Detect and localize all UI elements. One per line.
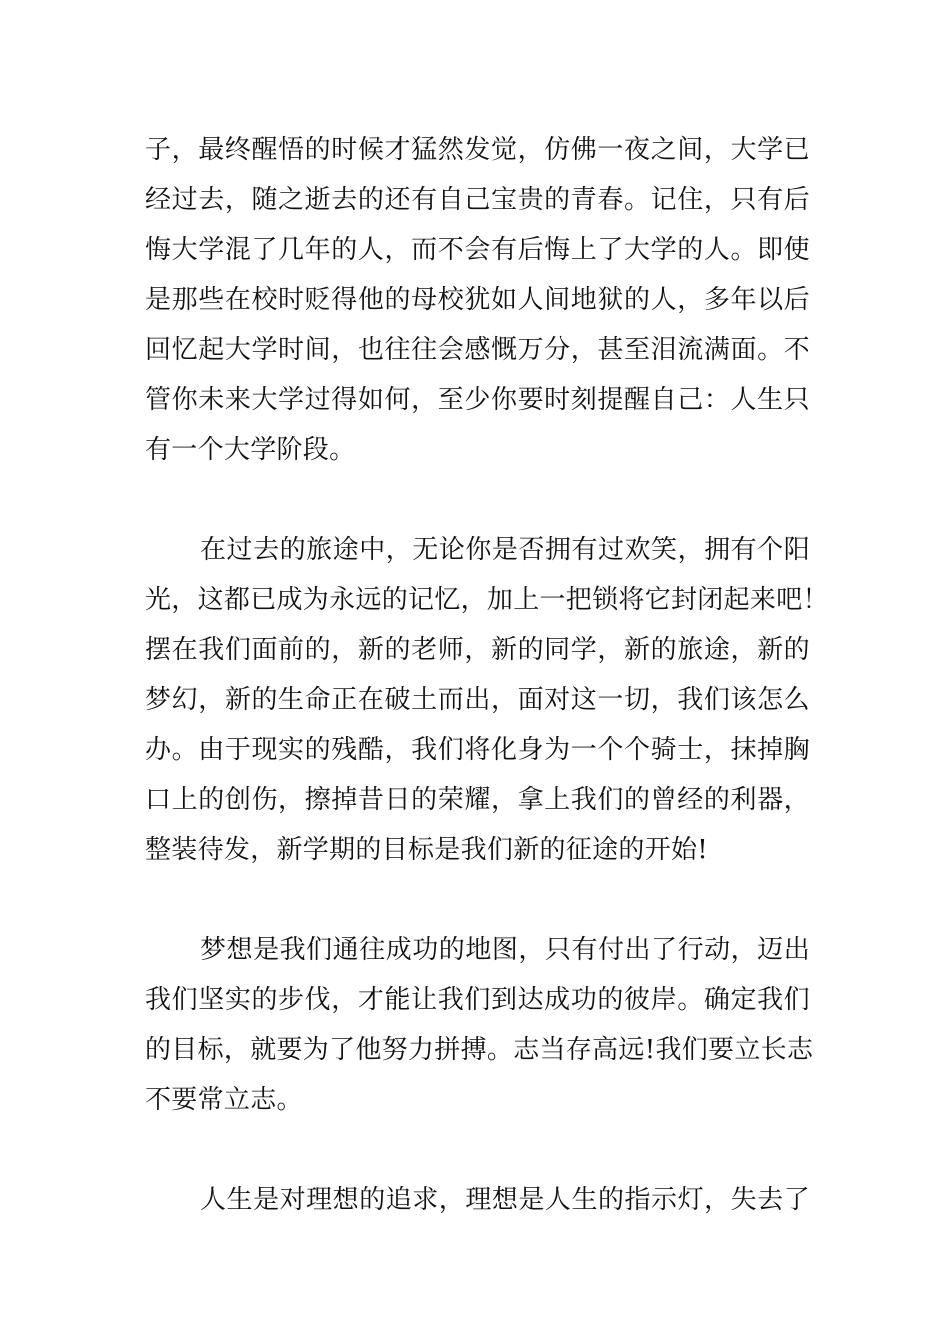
text-line: 悔大学混了几年的人，而不会有后悔上了大学的人。即使 <box>145 235 810 265</box>
text-line: 的目标，就要为了他努力拼搏。志当存高远!我们要立长志 <box>145 1035 814 1065</box>
text-line: 整装待发，新学期的目标是我们新的征途的开始! <box>145 835 709 865</box>
text-line: 口上的创伤，擦掉昔日的荣耀，拿上我们的曾经的利器， <box>145 785 810 815</box>
text-line: 有一个大学阶段。 <box>145 435 356 465</box>
text-line: 经过去，随之逝去的还有自己宝贵的青春。记住，只有后 <box>145 185 810 215</box>
text-line: 管你未来大学过得如何，至少你要时刻提醒自己：人生只 <box>145 385 810 415</box>
text-line: 梦想是我们通往成功的地图，只有付出了行动，迈出 <box>200 935 810 965</box>
text-line: 光，这都已成为永远的记忆，加上一把锁将它封闭起来吧！ <box>145 585 829 615</box>
text-line: 办。由于现实的残酷，我们将化身为一个个骑士，抹掉胸 <box>145 735 810 765</box>
text-line: 摆在我们面前的，新的老师，新的同学，新的旅途，新的 <box>145 635 810 665</box>
text-line: 是那些在校时贬得他的母校犹如人间地狱的人，多年以后 <box>145 285 810 315</box>
text-line: 不要常立志。 <box>145 1085 303 1115</box>
text-line: 在过去的旅途中，无论你是否拥有过欢笑，拥有个阳 <box>200 535 810 565</box>
text-line: 我们坚实的步伐，才能让我们到达成功的彼岸。确定我们 <box>145 985 810 1015</box>
text-line: 梦幻，新的生命正在破土而出，面对这一切，我们该怎么 <box>145 685 810 715</box>
text-line: 回忆起大学时间，也往往会感慨万分，甚至泪流满面。不 <box>145 335 810 365</box>
text-line: 人生是对理想的追求，理想是人生的指示灯，失去了 <box>200 1185 810 1215</box>
text-line: 子，最终醒悟的时候才猛然发觉，仿佛一夜之间，大学已 <box>145 135 810 165</box>
